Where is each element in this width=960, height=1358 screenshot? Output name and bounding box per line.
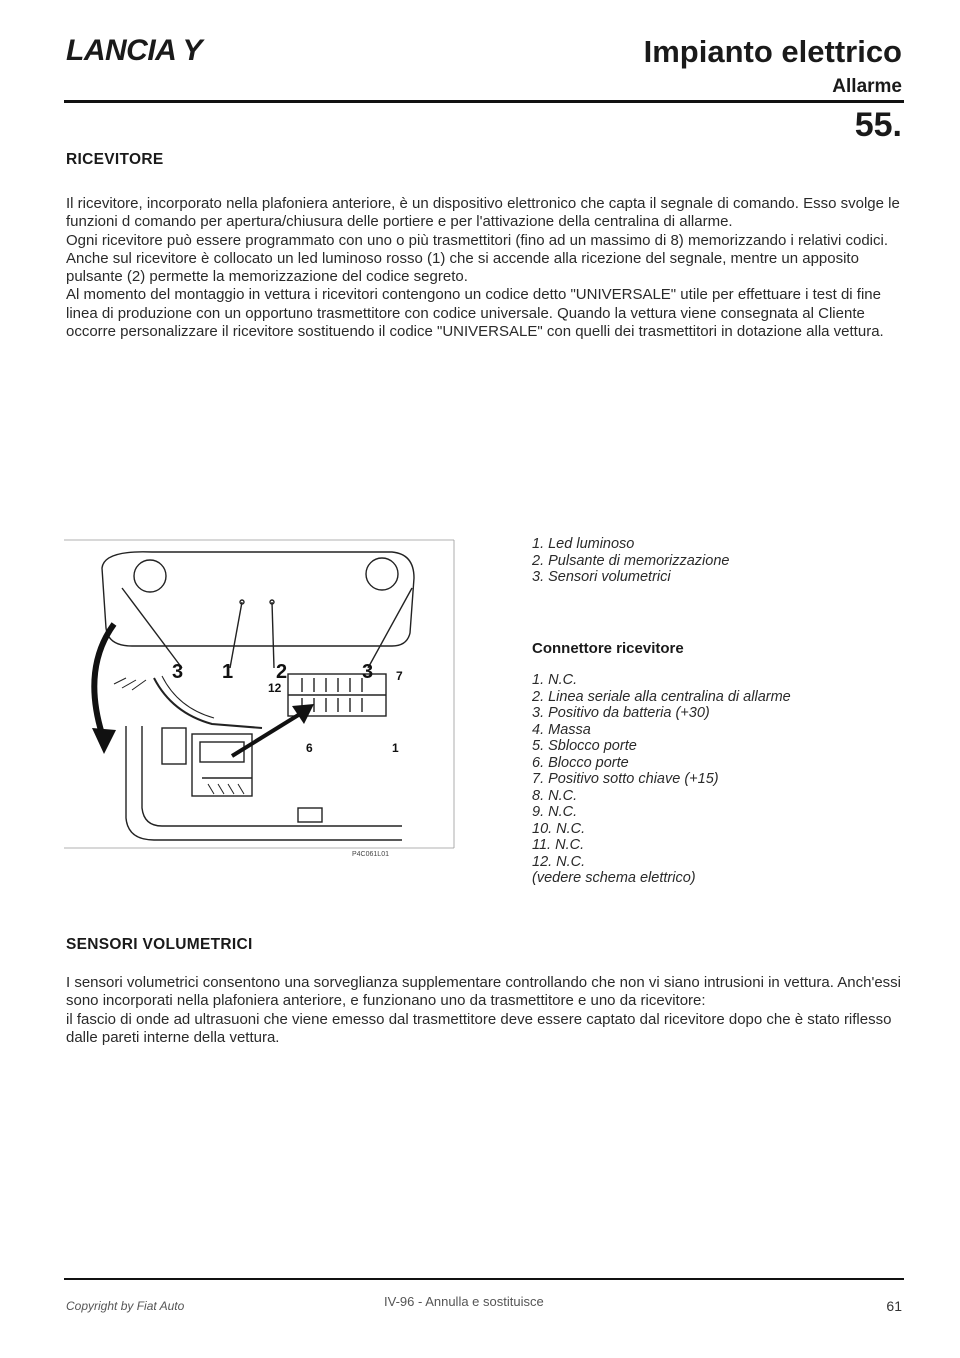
figure-legend xyxy=(532,536,729,586)
callout-label: 2 xyxy=(276,661,288,683)
footer-edition: IV-96 - Annulla e sostituisce xyxy=(384,1294,544,1309)
receiver-diagram xyxy=(62,528,462,868)
sensors-paragraph: I sensori volumetrici consentono una sorveglianza supplementare controllando che non vi siano intrusioni in vettura. Anch'essi sono incorporati nella plafoniera anteriore, e funzionano uno da trasmettitore e uno da ricevitore: xyxy=(66,974,902,1010)
connector-heading: Connettore ricevitore xyxy=(532,640,684,657)
header-divider xyxy=(64,100,904,103)
connector-item: 7. Positivo sotto chiave (+15) xyxy=(532,771,719,787)
receiver-paragraph: Ogni ricevitore può essere programmato con uno o più trasmettitori (fino ad un massimo di 8) memorizzando i relativi codici. xyxy=(66,231,889,249)
receiver-paragraph: Anche sul ricevitore è collocato un led luminoso rosso (1) che si accende alla ricezione del segnale, mentre un apposito pulsante (2) permette la memorizzazione del codice segreto. xyxy=(66,249,859,286)
pin-label: 7 xyxy=(396,669,403,683)
connector-item: 6. Blocco porte xyxy=(532,754,629,771)
connector-item: 11. N.C. xyxy=(532,837,585,853)
sensors-paragraph: il fascio di onde ad ultrasuoni che viene emesso dal trasmettitore deve essere captato dal ricevitore dopo che è stato riflesso dalle pareti interne della vettura. xyxy=(66,1010,892,1046)
connector-pin-list xyxy=(532,672,791,887)
connector-item: 9. N.C. xyxy=(532,804,578,820)
figure-code: P4C061L01 xyxy=(352,851,389,858)
pin-label: 6 xyxy=(306,741,313,755)
connector-note: (vedere schema elettrico) xyxy=(532,870,696,886)
connector-item: 5. Sblocco porte xyxy=(532,738,637,754)
receiver-paragraph: Al momento del montaggio in vettura i ricevitori contengono un codice detto "UNIVERSALE" utile per effettuare i test di fine linea di produzione con un opportuno trasmettitore con codice universale. Quando la vettura viene consegnata al Cliente occorre personalizzare il ricevitore sostituendo il codice "UNIVERSALE" con quelli dei trasmettitori in dotazione alla vettura. xyxy=(66,286,884,341)
legend-item: 3. Sensori volumetrici xyxy=(532,569,671,585)
pin-label: 1 xyxy=(392,741,399,755)
receiver-heading: RICEVITORE xyxy=(66,151,164,168)
callout-label: 3 xyxy=(172,661,184,683)
brand-title: LANCIA Y xyxy=(66,34,203,67)
connector-item: 1. N.C. xyxy=(532,672,578,688)
page-title: Impianto elettrico xyxy=(643,34,902,69)
receiver-text xyxy=(66,195,906,341)
connector-item: 2. Linea seriale alla centralina di allarme xyxy=(532,688,791,705)
connector-item: 4. Massa xyxy=(532,721,591,738)
callout-label: 3 xyxy=(362,661,374,683)
footer-divider xyxy=(64,1278,904,1280)
sensors-text xyxy=(66,974,906,1047)
connector-item: 10. N.C. xyxy=(532,820,586,837)
callout-label: 1 xyxy=(222,661,234,683)
connector-item: 3. Positivo da batteria (+30) xyxy=(532,705,710,721)
connector-item: 12. N.C. xyxy=(532,853,586,870)
legend-item: 1. Led luminoso xyxy=(532,536,635,552)
pin-label: 12 xyxy=(268,681,282,695)
page-subtitle: Allarme xyxy=(832,76,902,97)
section-number: 55. xyxy=(854,106,902,144)
sensors-heading: SENSORI VOLUMETRICI xyxy=(66,936,253,953)
legend-item: 2. Pulsante di memorizzazione xyxy=(532,552,730,569)
receiver-paragraph: Il ricevitore, incorporato nella plafoniera anteriore, è un dispositivo elettronico che capta il segnale di comando. Esso svolge le funzioni d comando per apertura/chiusura delle portiere e per l'attivazione della centralina di allarme. xyxy=(66,195,900,231)
connector-item: 8. N.C. xyxy=(532,787,578,804)
footer-copyright: Copyright by Fiat Auto xyxy=(66,1299,185,1313)
footer-page-number: 61 xyxy=(886,1298,902,1314)
